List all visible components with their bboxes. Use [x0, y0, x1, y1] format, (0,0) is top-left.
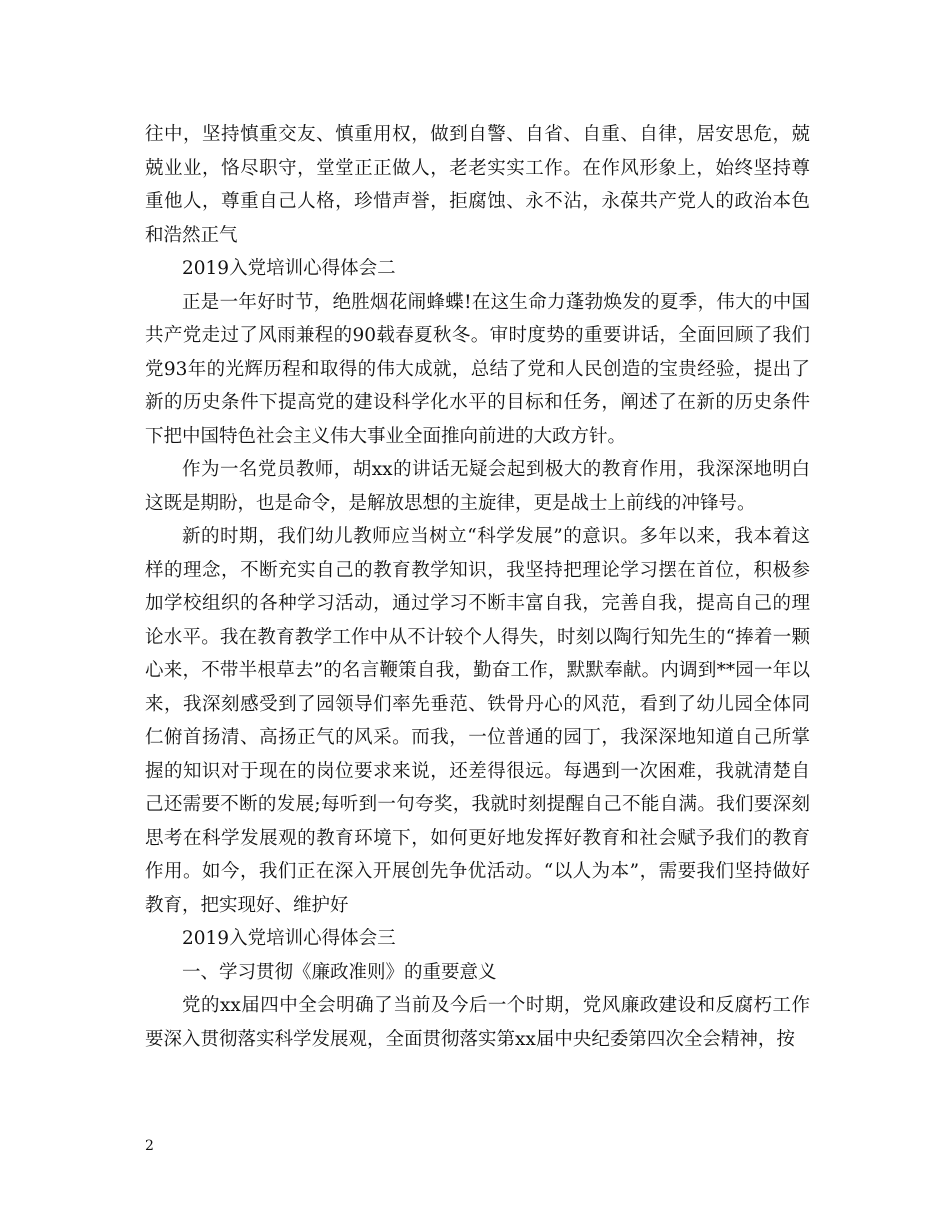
paragraph: 新的时期，我们幼儿教师应当树立“科学发展”的意识。多年以来，我本着这样的理念，不断充实自己的教育教学知识，我坚持把理论学习摆在首位，积极参加学校组织的各种学习活动，通过学习不断丰富自我，完善自我，提高自己的理论水平。我在教育教学工作中从不计较个人得失，时刻以陶行知先生的“捧着一颗心来，不带半根草去”的名言鞭策自我，勤奋工作，默默奉献。内调到**园一年以来，我深刻感受到了园领导们率先垂范、铁骨丹心的风范，看到了幼儿园全体同仁俯首扬清、高扬正气的风采。而我，一位普通的园丁，我深深地知道自己所掌握的知识对于现在的岗位要求来说，还差得很远。每遇到一次困难，我就清楚自己还需要不断的发展;每听到一句夸奖，我就时刻提醒自己不能自满。我们要深刻思考在科学发展观的教育环境下，如何更好地发挥好教育和社会赋予我们的教育作用。如今，我们正在深入开展创先争优活动。“以人为本”，需要我们坚持做好教育，把实现好、维护好	[145, 526, 810, 916]
document-body	[145, 118, 810, 1056]
paragraph: 党的xx届四中全会明确了当前及今后一个时期，党风廉政建设和反腐朽工作要深入贯彻落实科学发展观，全面贯彻落实第xx届中央纪委第四次全会精神，按	[145, 995, 810, 1050]
paragraph-continued: 往中，坚持慎重交友、慎重用权，做到自警、自省、自重、自律，居安思危，兢兢业业，恪尽职守，堂堂正正做人，老老实实工作。在作风形象上，始终坚持尊重他人，尊重自己人格，珍惜声誉，拒腐蚀、永不沾，永葆共产党人的政治本色和浩然正气	[145, 124, 810, 246]
paragraph: 正是一年好时节，绝胜烟花闹蜂蝶!在这生命力蓬勃焕发的夏季，伟大的中国共产党走过了风雨兼程的90载春夏秋冬。审时度势的重要讲话，全面回顾了我们党93年的光辉历程和取得的伟大成就，总结了党和人民创造的宝贵经验，提出了新的历史条件下提高党的建设科学化水平的目标和任务，阐述了在新的历史条件下把中国特色社会主义伟大事业全面推向前进的大政方针。	[145, 291, 810, 447]
section-heading-two: 2019入党培训心得体会二	[182, 258, 396, 279]
section-heading-three: 2019入党培训心得体会三	[182, 928, 396, 949]
paragraph: 作为一名党员教师，胡xx的讲话无疑会起到极大的教育作用，我深深地明白这既是期盼，也是命令，是解放思想的主旋律，更是战士上前线的冲锋号。	[145, 459, 810, 514]
page-number: 2	[145, 1138, 154, 1154]
subsection-heading: 一、学习贯彻《廉政准则》的重要意义	[182, 961, 497, 983]
